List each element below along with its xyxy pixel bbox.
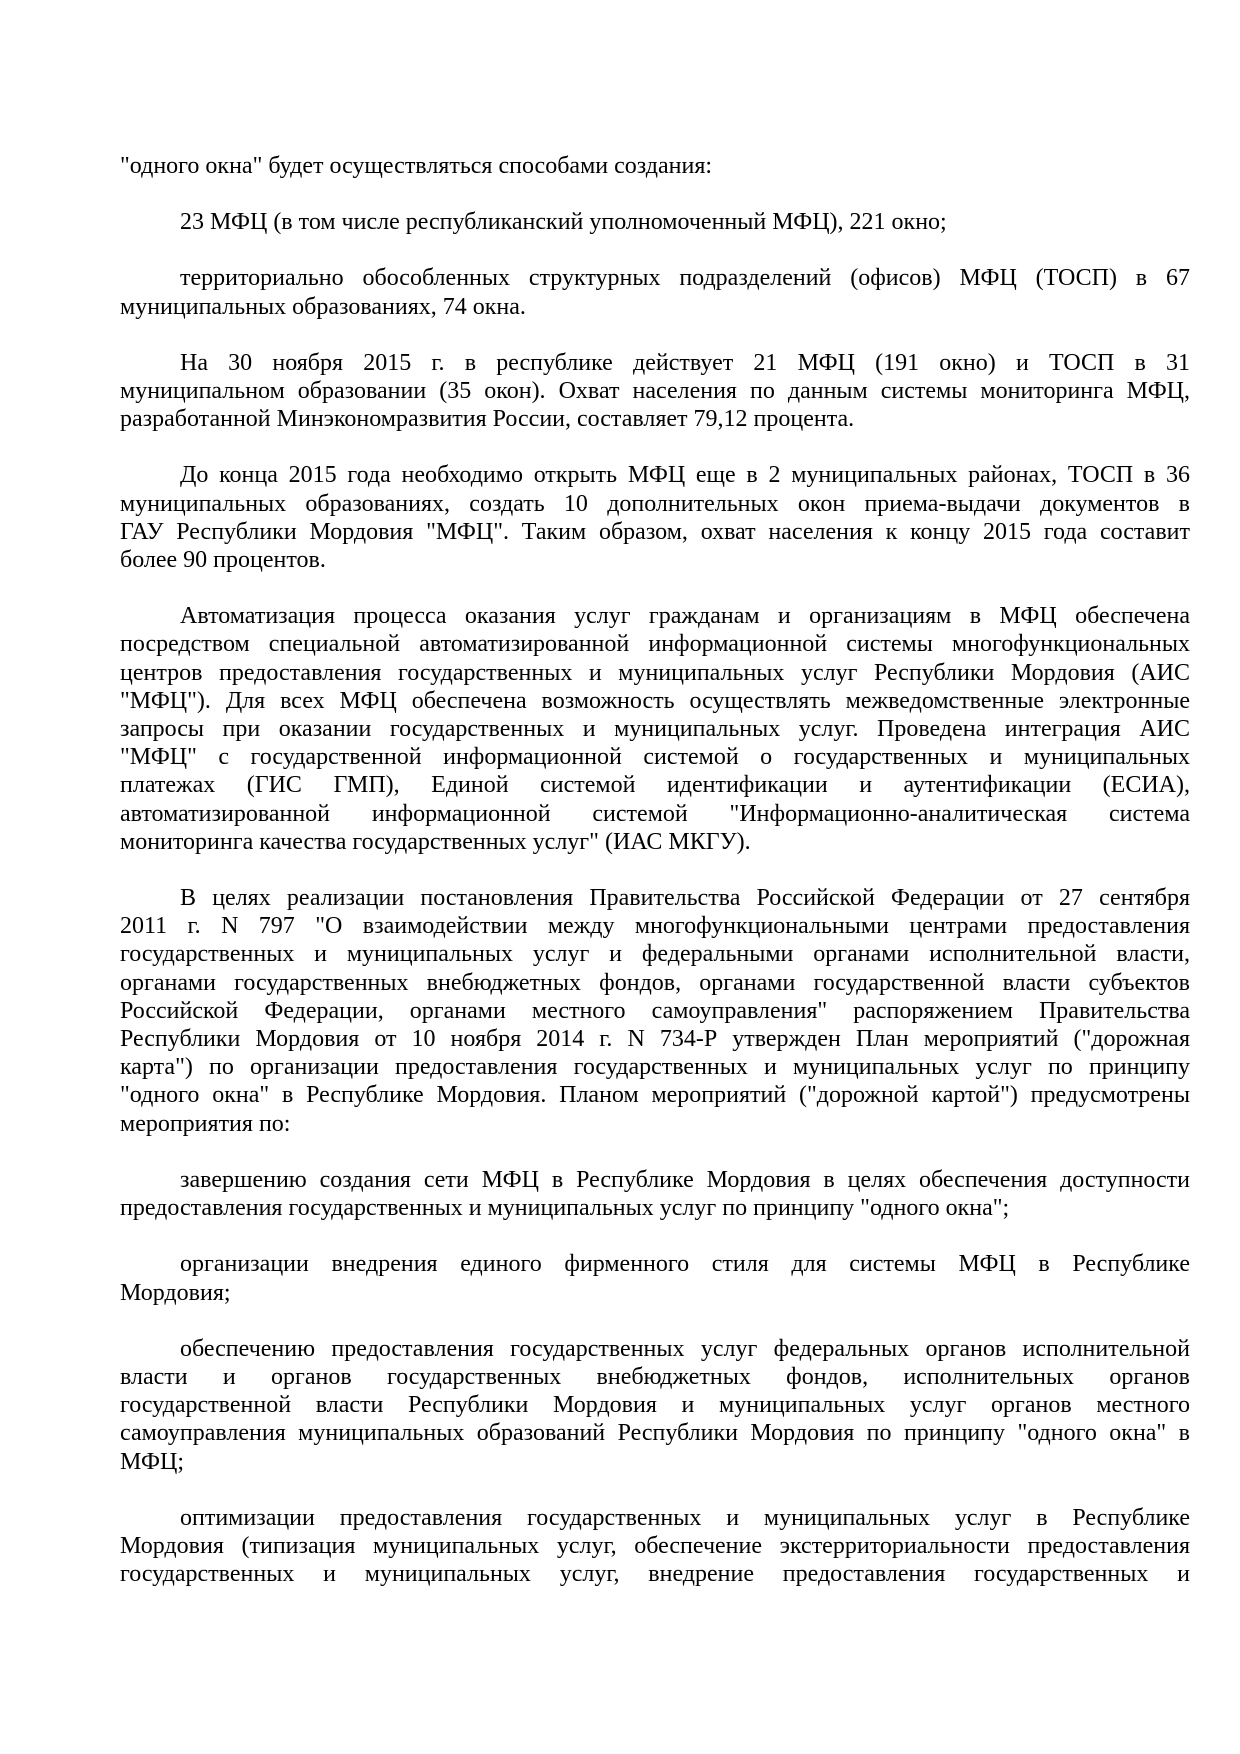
text-line: обеспечению предоставления государственных услуг федеральных органов исполнительной [180,1335,1190,1362]
text-line: мероприятия по: [120,1110,291,1137]
text-line: муниципальных образованиях, 74 окна. [120,293,526,320]
text-line: центров предоставления государственных и муниципальных услуг Республики Мордовия (АИС [120,659,1190,686]
text-line: более 90 процентов. [120,547,326,574]
paragraph [120,264,1190,320]
paragraph [120,884,1190,1138]
text-line: завершению создания сети МФЦ в Республике Мордовия в целях обеспечения доступности [180,1166,1190,1193]
document-page [120,152,1190,1616]
text-line: государственных и муниципальных услуг, внедрение предоставления государственных и [120,1561,1190,1588]
text-line: Автоматизация процесса оказания услуг гражданам и организациям в МФЦ обеспечена [180,603,1190,630]
text-line: власти и органов государственных внебюджетных фондов, исполнительных органов [120,1363,1190,1390]
text-line: Республики Мордовия от 10 ноября 2014 г. N 734-Р утвержден План мероприятий ("дорожная [120,1026,1190,1053]
text-line: автоматизированной информационной системой "Информационно-аналитическая система [120,800,1190,827]
text-line: оптимизации предоставления государственных и муниципальных услуг в Республике [180,1504,1190,1531]
text-line: "одного окна" будет осуществляться способами создания: [120,153,713,179]
paragraph [120,1504,1190,1589]
text-line: МФЦ; [120,1448,184,1475]
text-line: ГАУ Республики Мордовия "МФЦ". Таким образом, охват населения к концу 2015 года составит [120,518,1190,545]
text-line: 2011 г. N 797 "О взаимодействии между многофункциональными центрами предоставления [120,913,1190,940]
paragraph [120,1335,1190,1476]
paragraph [120,1250,1190,1306]
text-line: До конца 2015 года необходимо открыть МФЦ еще в 2 муниципальных районах, ТОСП в 36 [180,462,1190,489]
text-line: 23 МФЦ (в том числе республиканский уполномоченный МФЦ), 221 окно; [180,209,947,236]
paragraph [120,208,1190,236]
text-line: запросы при оказании государственных и муниципальных услуг. Проведена интеграция АИС [120,716,1190,743]
text-line: Мордовия; [120,1279,231,1306]
text-line: Российской Федерации, органами местного самоуправления" распоряжением Правительства [120,997,1190,1024]
paragraph [120,461,1190,574]
text-line: карта") по организации предоставления государственных и муниципальных услуг по принципу [120,1054,1190,1081]
text-line: предоставления государственных и муниципальных услуг по принципу "одного окна"; [120,1195,1010,1222]
text-line: муниципальных образованиях, создать 10 дополнительных окон приема-выдачи документов в [120,490,1190,517]
text-line: мониторинга качества государственных услуг" (ИАС МКГУ). [120,828,751,855]
text-line: разработанной Минэкономразвития России, составляет 79,12 процента. [120,406,855,433]
paragraph [120,152,1190,180]
text-line: органами государственных внебюджетных фондов, органами государственной власти субъектов [120,969,1190,996]
paragraph [120,349,1190,434]
text-line: платежах (ГИС ГМП), Единой системой идентификации и аутентификации (ЕСИА), [120,772,1190,799]
text-line: "МФЦ" с государственной информационной системой о государственных и муниципальных [120,744,1190,771]
text-line: "одного окна" в Республике Мордовия. Планом мероприятий ("дорожной картой") предусмотрены [120,1082,1190,1109]
text-line: территориально обособленных структурных подразделений (офисов) МФЦ (ТОСП) в 67 [180,265,1190,292]
text-line: государственной власти Республики Мордовия и муниципальных услуг органов местного [120,1392,1190,1419]
text-line: организации внедрения единого фирменного стиля для системы МФЦ в Республике [180,1251,1190,1278]
paragraph [120,602,1190,856]
text-line: посредством специальной автоматизированной информационной системы многофункциональных [120,631,1190,658]
text-line: государственных и муниципальных услуг и федеральными органами исполнительной власти, [120,941,1190,968]
text-line: В целях реализации постановления Правительства Российской Федерации от 27 сентября [180,885,1190,912]
text-line: На 30 ноября 2015 г. в республике действует 21 МФЦ (191 окно) и ТОСП в 31 [180,349,1190,376]
text-line: самоуправления муниципальных образований Республики Мордовия по принципу "одного окна" в [120,1420,1190,1447]
text-line: Мордовия (типизация муниципальных услуг, обеспечение экстерриториальности предоставления [120,1532,1190,1559]
paragraph [120,1166,1190,1222]
text-line: "МФЦ"). Для всех МФЦ обеспечена возможность осуществлять межведомственные электронные [120,687,1190,714]
text-line: муниципальном образовании (35 окон). Охват населения по данным системы мониторинга МФЦ, [120,378,1190,405]
